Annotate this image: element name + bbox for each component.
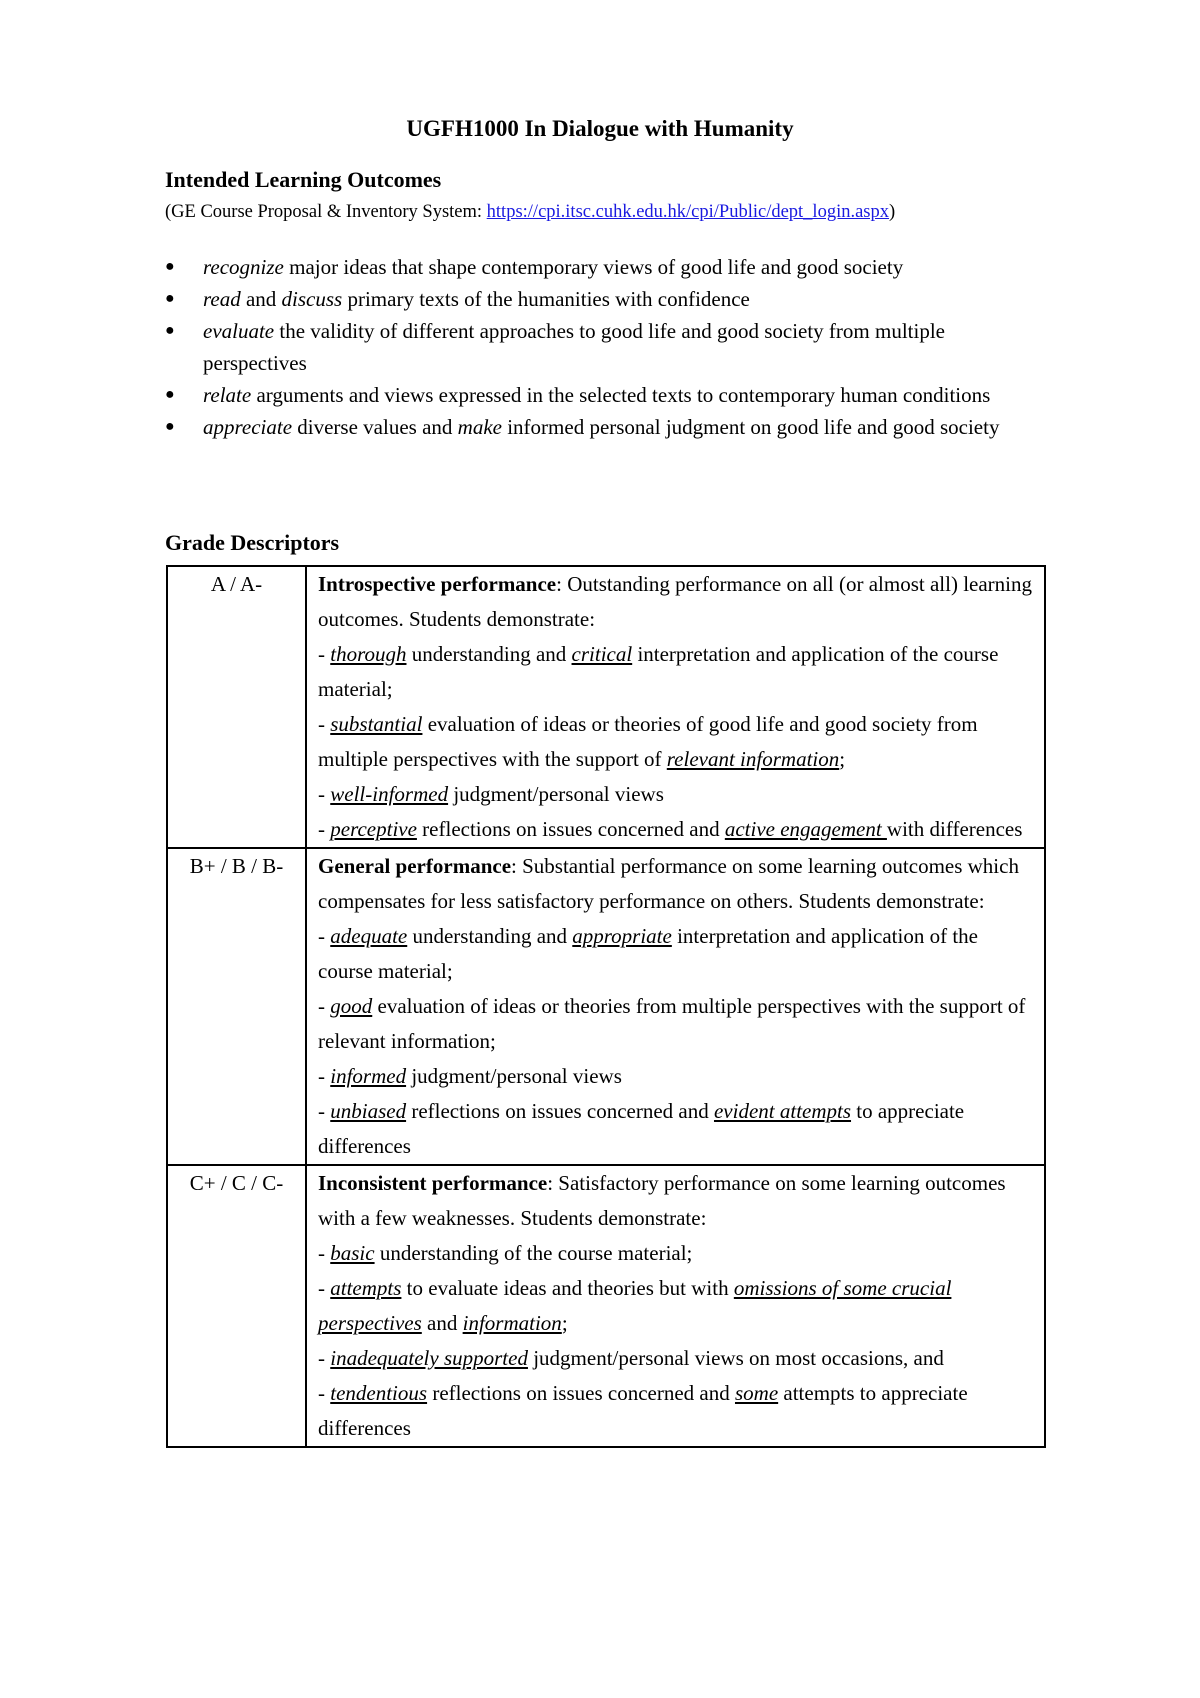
performance-label: Introspective performance <box>318 572 557 596</box>
list-item <box>165 379 1045 411</box>
list-item <box>165 251 1045 283</box>
descriptor-text: understanding of the course material; <box>374 1241 693 1265</box>
emphasis: thorough <box>330 642 407 666</box>
outcome-text: informed personal judgment on good life and good society <box>501 415 1000 439</box>
ilo-source-line <box>165 202 895 223</box>
list-item <box>165 283 1045 315</box>
bullet-icon: ● <box>165 322 175 339</box>
descriptor-text: to evaluate ideas and theories but with <box>401 1276 734 1300</box>
learning-outcomes-list <box>165 251 1045 443</box>
outcome-verb: appreciate <box>203 415 293 439</box>
outcome-text: the validity of different approaches to good life and good society from multiple perspectives <box>203 319 945 375</box>
table-row <box>167 566 1045 848</box>
descriptor-text: attempts to appreciate differences <box>318 1381 968 1440</box>
outcome-text: diverse values and <box>292 415 458 439</box>
descriptor-text: interpretation and application of the course material; <box>318 924 978 983</box>
emphasis: unbiased <box>330 1099 407 1123</box>
dash: - <box>318 817 331 841</box>
outcome-verb: evaluate <box>203 319 275 343</box>
descriptor-text: reflections on issues concerned and <box>416 817 725 841</box>
performance-summary: : Substantial performance on some learning outcomes which compensates for less satisfactory performance on others. Students demonstrate: <box>318 854 1019 913</box>
source-prefix: (GE Course Proposal & Inventory System: <box>165 202 487 222</box>
emphasis: adequate <box>330 924 408 948</box>
grade-cell: A / A- <box>167 566 306 848</box>
dash: - <box>318 782 331 806</box>
descriptor-text: ; <box>839 747 846 771</box>
bullet-icon: ● <box>165 418 175 435</box>
cpi-link[interactable]: https://cpi.itsc.cuhk.edu.hk/cpi/Public/dept_login.aspx <box>486 202 890 222</box>
descriptor-text: judgment/personal views <box>406 1064 622 1088</box>
descriptor-text: and <box>421 1311 463 1335</box>
dash: - <box>318 1099 331 1123</box>
descriptor-text: reflections on issues concerned and <box>406 1099 714 1123</box>
list-item <box>165 411 1045 443</box>
performance-label: Inconsistent performance <box>318 1171 548 1195</box>
dash: - <box>318 1381 331 1405</box>
ilo-heading: Intended Learning Outcomes <box>165 167 442 192</box>
source-suffix: ) <box>889 202 896 222</box>
descriptor-cell <box>306 1165 1045 1447</box>
emphasis: basic <box>330 1241 375 1265</box>
outcome-verb: make <box>457 415 502 439</box>
emphasis: active engagement <box>724 817 887 841</box>
outcome-text: and <box>240 287 282 311</box>
outcome-text: major ideas that shape contemporary views of good life and good society <box>283 255 904 279</box>
descriptor-text: judgment/personal views on most occasions, and <box>527 1346 944 1370</box>
grade-cell: B+ / B / B- <box>167 848 306 1165</box>
grade-descriptors-heading: Grade Descriptors <box>165 530 340 555</box>
emphasis: information <box>462 1311 562 1335</box>
dash: - <box>318 1346 331 1370</box>
document-title: UGFH1000 In Dialogue with Humanity <box>406 116 794 141</box>
descriptor-cell <box>306 566 1045 848</box>
bullet-icon: ● <box>165 290 175 307</box>
emphasis: omissions of some crucial perspectives <box>318 1276 952 1335</box>
dash: - <box>318 994 331 1018</box>
dash: - <box>318 1064 331 1088</box>
emphasis: good <box>330 994 373 1018</box>
emphasis: well-informed <box>330 782 449 806</box>
emphasis: informed <box>330 1064 407 1088</box>
descriptor-text: evaluation of ideas or theories of good life and good society from multiple perspectives with the support of <box>318 712 978 771</box>
emphasis: some <box>734 1381 779 1405</box>
grade-descriptors-table <box>166 565 1046 1448</box>
grade-cell: C+ / C / C- <box>167 1165 306 1447</box>
emphasis: attempts <box>330 1276 402 1300</box>
emphasis: evident attempts <box>713 1099 852 1123</box>
dash: - <box>318 924 331 948</box>
outcome-verb: read <box>203 287 241 311</box>
dash: - <box>318 712 331 736</box>
outcome-verb: recognize <box>203 255 284 279</box>
emphasis: tendentious <box>330 1381 428 1405</box>
descriptor-text: ; <box>561 1311 568 1335</box>
outcome-text: primary texts of the humanities with confidence <box>342 287 750 311</box>
emphasis: critical <box>571 642 633 666</box>
table-row <box>167 848 1045 1165</box>
emphasis: relevant information <box>666 747 840 771</box>
dash: - <box>318 1241 331 1265</box>
performance-label: General performance <box>318 854 512 878</box>
outcome-text: arguments and views expressed in the selected texts to contemporary human conditions <box>251 383 991 407</box>
descriptor-text: to appreciate differences <box>318 1099 965 1158</box>
descriptor-text: reflections on issues concerned and <box>427 1381 735 1405</box>
bullet-icon: ● <box>165 386 175 403</box>
table-row <box>167 1165 1045 1447</box>
bullet-icon: ● <box>165 258 175 275</box>
dash: - <box>318 642 331 666</box>
list-item <box>165 315 1045 379</box>
descriptor-text: judgment/personal views <box>448 782 664 806</box>
descriptor-text: evaluation of ideas or theories from multiple perspectives with the support of relevant information; <box>318 994 1026 1053</box>
emphasis: substantial <box>330 712 423 736</box>
dash: - <box>318 1276 331 1300</box>
performance-summary: : Satisfactory performance on some learning outcomes with a few weaknesses. Students demonstrate: <box>318 1171 1006 1230</box>
descriptor-text: understanding and <box>407 924 573 948</box>
emphasis: perceptive <box>330 817 417 841</box>
descriptor-text: understanding and <box>406 642 572 666</box>
descriptor-text: interpretation and application of the course material; <box>318 642 999 701</box>
performance-summary: : Outstanding performance on all (or almost all) learning outcomes. Students demonstrate: <box>318 572 1032 631</box>
descriptor-cell <box>306 848 1045 1165</box>
outcome-verb: discuss <box>281 287 343 311</box>
emphasis: inadequately supported <box>330 1346 528 1370</box>
outcome-verb: relate <box>203 383 252 407</box>
emphasis: appropriate <box>572 924 672 948</box>
descriptor-text: with differences <box>886 817 1023 841</box>
